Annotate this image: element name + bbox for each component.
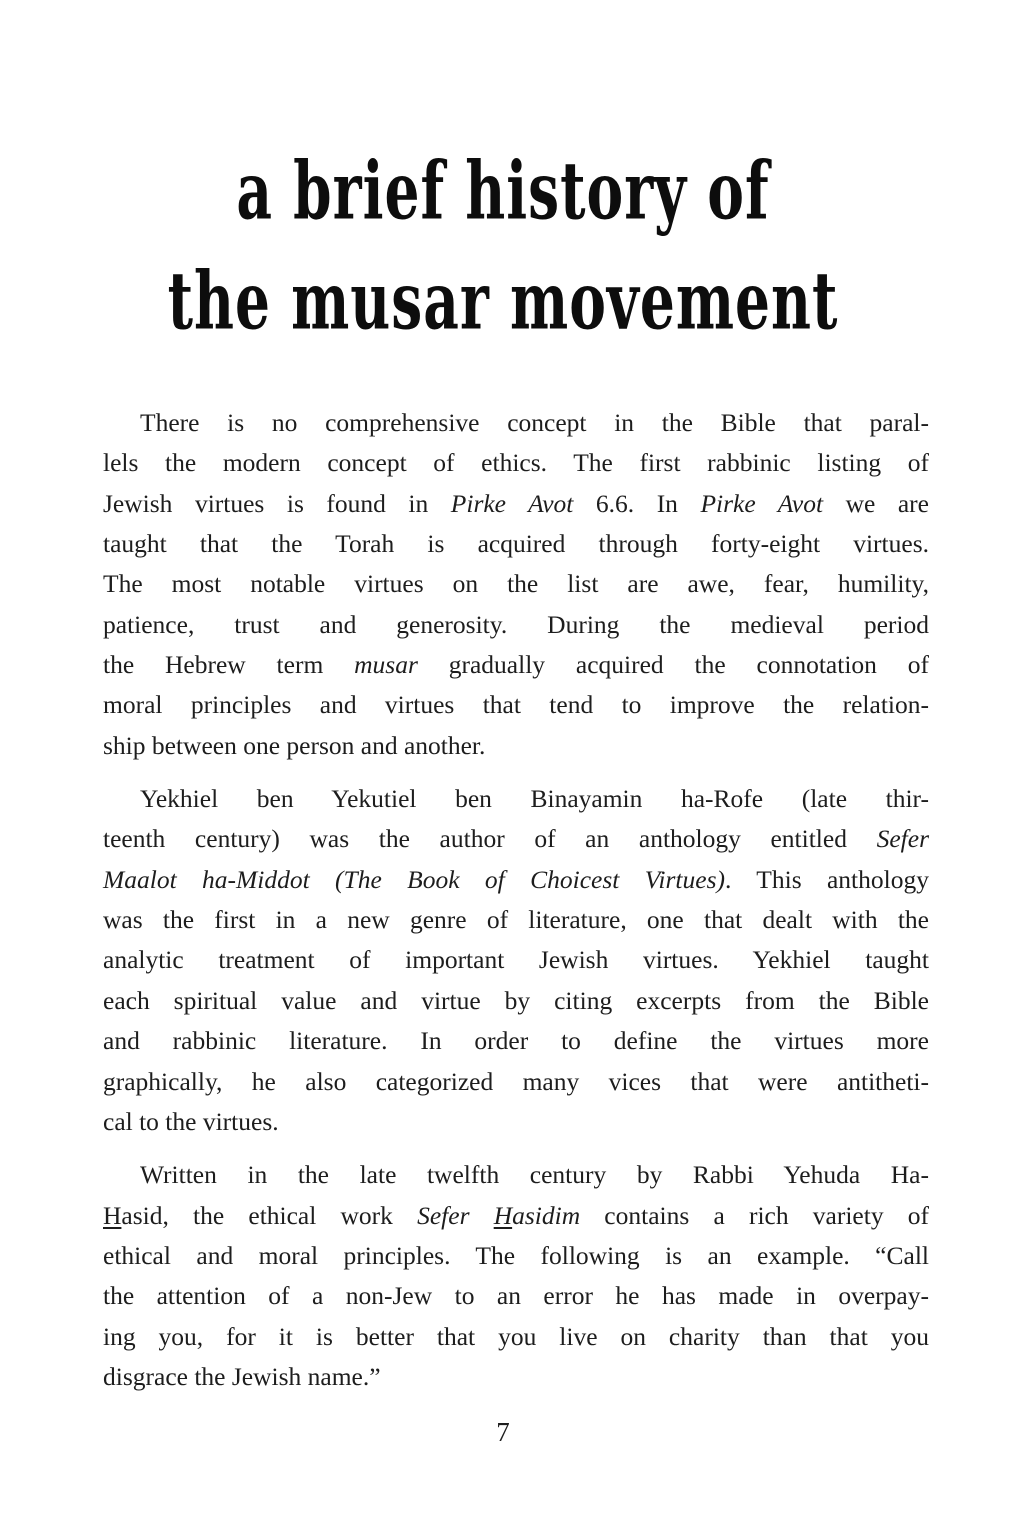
text-line: Yekhiel ben Yekutiel ben Binayamin ha-Rofe (late thir- bbox=[140, 784, 929, 814]
text-line: ship between one person and another. bbox=[103, 730, 486, 760]
paragraph-3 bbox=[103, 1155, 929, 1397]
text-line: taught that the Torah is acquired through forty-eight virtues. bbox=[103, 529, 929, 559]
page-number: 7 bbox=[496, 1417, 510, 1447]
text-line: There is no comprehensive concept in the Bible that paral- bbox=[140, 408, 929, 437]
text-line: teenth century) was the author of an anthology entitled Sefer bbox=[103, 824, 929, 854]
text-line: analytic treatment of important Jewish virtues. Yekhiel taught bbox=[103, 945, 929, 975]
chapter-title-line-2: the musar movement bbox=[167, 253, 839, 348]
text-line: Written in the late twelfth century by Rabbi Yehuda Ha- bbox=[140, 1160, 929, 1190]
text-line: graphically, he also categorized many vices that were antitheti- bbox=[103, 1066, 929, 1096]
paragraph-1 bbox=[103, 403, 929, 766]
paragraph-2 bbox=[103, 779, 929, 1142]
text-line: disgrace the Jewish name.” bbox=[103, 1361, 381, 1391]
text-line: lels the modern concept of ethics. The first rabbinic listing of bbox=[103, 448, 929, 478]
text-line: The most notable virtues on the list are awe, fear, humility, bbox=[103, 569, 929, 599]
text-line: ethical and moral principles. The following is an example. “Call bbox=[103, 1240, 929, 1270]
chapter-title-line-1: a brief history of bbox=[236, 143, 770, 238]
text-line: Maalot ha-Middot (The Book of Choicest Virtues). This anthology bbox=[103, 864, 929, 894]
text-line: each spiritual value and virtue by citing excerpts from the Bible bbox=[103, 985, 929, 1015]
text-line: the Hebrew term musar gradually acquired the connotation of bbox=[103, 650, 929, 680]
body-text bbox=[103, 403, 929, 1397]
text-line: Hasid, the ethical work Sefer Hasidim contains a rich variety of bbox=[103, 1200, 929, 1230]
text-line: was the first in a new genre of literature, one that dealt with the bbox=[103, 905, 929, 935]
text-line: patience, trust and generosity. During the medieval period bbox=[103, 609, 929, 639]
text-line: Jewish virtues is found in Pirke Avot 6.6. In Pirke Avot we are bbox=[103, 488, 929, 518]
text-line: the attention of a non-Jew to an error he has made in overpay- bbox=[103, 1281, 929, 1311]
text-line: ing you, for it is better that you live on charity than that you bbox=[103, 1321, 929, 1351]
text-line: and rabbinic literature. In order to define the virtues more bbox=[103, 1026, 929, 1056]
text-line: moral principles and virtues that tend to improve the relation- bbox=[103, 690, 929, 720]
text-line: cal to the virtues. bbox=[103, 1106, 279, 1136]
